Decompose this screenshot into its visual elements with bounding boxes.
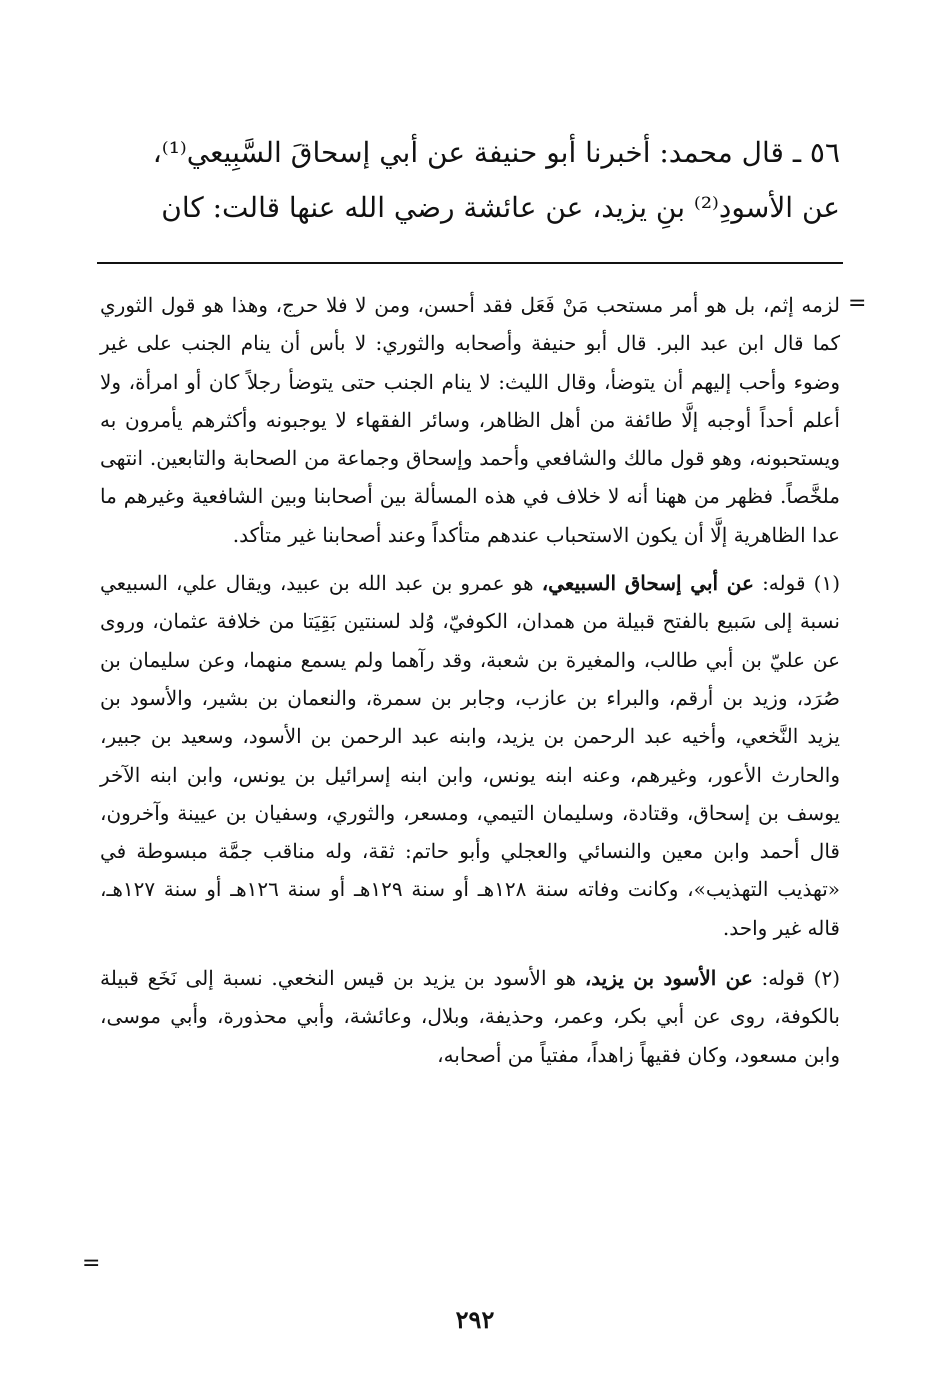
footnote-separator [97, 262, 843, 264]
footnote-1-term: عن أبي إسحاق السبيعي، [541, 571, 754, 596]
footnote-1-lead: قوله: [762, 571, 806, 596]
footnote-1-text: هو عمرو بن عبد الله بن عبيد، ويقال علي، السبيعي نسبة إلى سَبيع بالفتح قبيلة من همدان، الكوفيّ، وُلد لسنتين بَقِيَتا من خلافة عثمان، وروى عن عليّ بن أبي طالب، والمغيرة بن شعبة، وقد رآهما ولم يسمع منهما، وعن سليمان بن صُرَد، وزيد بن أرقم، والبراء بن عازب، وجابر بن سمرة، والنعمان بن بشير، والأسود بن يزيد النَّخعي، وأخيه عبد الرحمن بن يزيد، وابنه عبد الرحمن بن الأسود، وسعيد بن جبير، والحارث الأعور، وغيرهم، وعنه ابنه يونس، وابن ابنه إسرائيل بن يونس، وابن ابنه الآخر يوسف بن إسحاق، وقتادة، وسليمان التيمي، ومسعر، والثوري، وسفيان بن عيينة وآخرون، قال أحمد وابن معين والنسائي والعجلي وأبو حاتم: ثقة، وله مناقب جمَّة مبسوطة في «تهذيب التهذيب»، وكانت وفاته سنة ١٢٨هـ أو سنة ١٢٩هـ أو سنة ١٢٦هـ أو سنة ١٢٧هـ، قاله غير واحد. [100, 571, 840, 940]
footnote-1 [100, 564, 840, 947]
continuation-mark-bottom: = [82, 1251, 101, 1276]
continuation-mark-top: = [848, 291, 867, 316]
footnote-continued: لزمه إثم، بل هو أمر مستحب مَنْ فَعَل فقد أحسن، ومن لا فلا حرج، وهذا هو قول الثوري كما قال ابن عبد البر. قال أبو حنيفة وأصحابه والثوري: لا بأس أن ينام الجنب على غير وضوء وأحب إليهم أن يتوضأ، وقال الليث: لا ينام الجنب حتى يتوضأ رجلاً كان أو امرأة، ولا أعلم أحداً أوجبه إلَّا طائفة من أهل الظاهر، وسائر الفقهاء لا يوجبونه وأكثرهم يأمرون به ويستحبونه، وهو قول مالك والشافعي وأحمد وإسحاق وجماعة من الصحابة والتابعين. انتهى ملخَّصاً. فظهر من ههنا أنه لا خلاف في هذه المسألة بين أصحابنا وبين الشافعية وغيرهم ما عدا الظاهرية إلَّا أن يكون الاستحباب عندهم متأكداً وعند أصحابنا غير متأكد. [100, 293, 840, 547]
footnote-2 [100, 959, 840, 1074]
hadith-line-1: ٥٦ ـ قال محمد: أخبرنا أبو حنيفة عن أبي إسحاقَ السَّبِيعي⁽¹⁾، [152, 136, 840, 169]
footnote-2-number: (٢) [813, 966, 841, 991]
page-number: ٢٩٢ [455, 1305, 495, 1334]
hadith-text [100, 125, 840, 235]
hadith-line-2: عن الأسودِ⁽²⁾ بنِ يزيد، عن عائشة رضي الله عنها قالت: كان [161, 191, 840, 224]
footnote-2-text: هو الأسود بن يزيد بن قيس النخعي. نسبة إلى نَخَع قبيلة بالكوفة، روى عن أبي بكر، وعمر، وحذيفة، وبلال، وعائشة، وأبي محذورة، وأبي موسى، وابن مسعود، وكان فقيهاً زاهداً، مفتياً من أصحابه، [100, 966, 840, 1067]
footnote-2-lead: قوله: [761, 966, 805, 991]
footnotes-section [100, 286, 840, 1086]
footnote-2-term: عن الأسود بن يزيد، [584, 966, 753, 991]
footnote-1-number: (١) [813, 571, 840, 596]
